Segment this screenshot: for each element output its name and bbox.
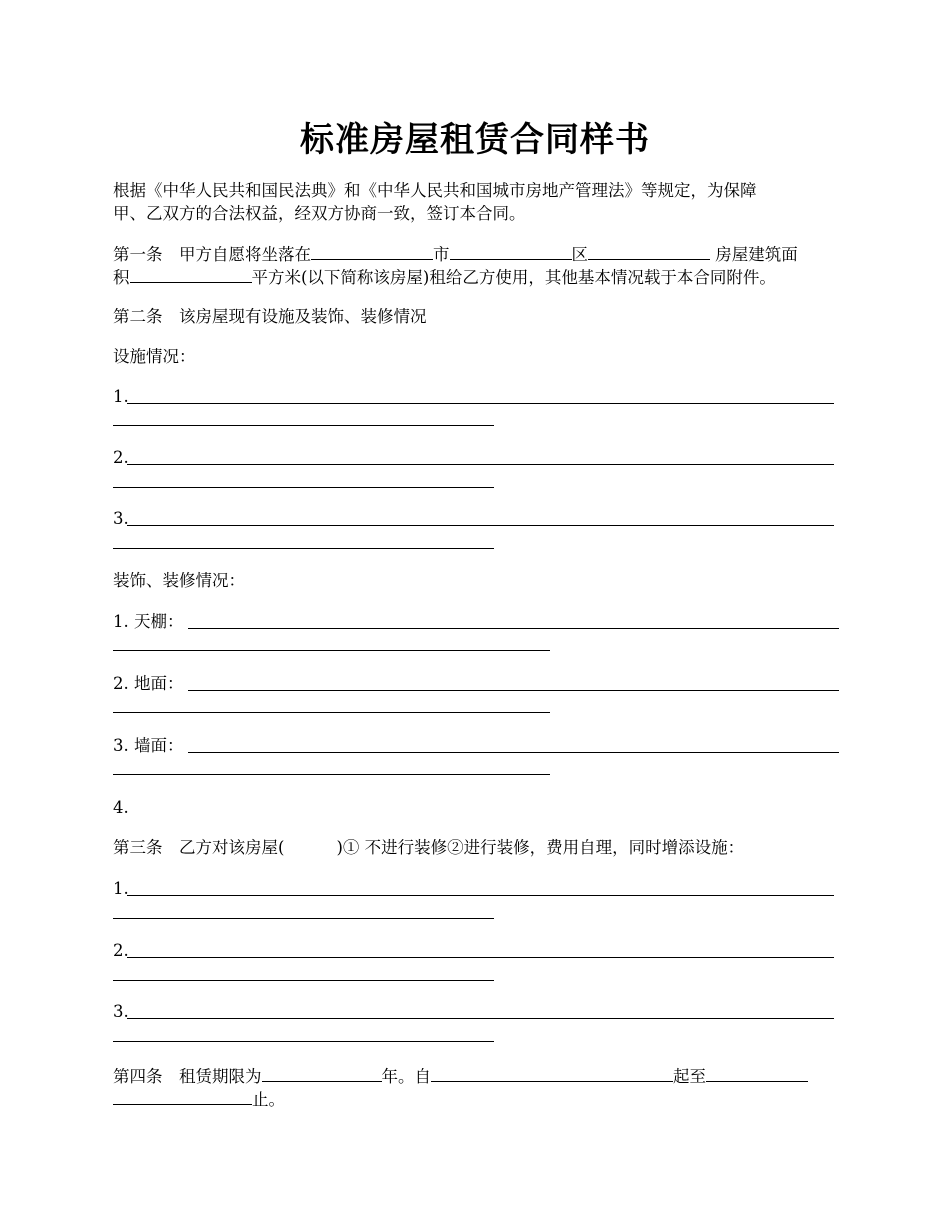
wall-blank <box>188 752 839 753</box>
ceiling-blank <box>188 628 839 629</box>
article-1-line-2 <box>113 265 843 289</box>
decoration-label: 装饰、装修情况： <box>113 571 245 590</box>
decoration-item-4-number: 4. <box>113 798 129 817</box>
city-blank <box>450 242 572 260</box>
wall-blank-cont <box>113 774 550 775</box>
decoration-item-2-label: 2. 地面： <box>113 674 184 693</box>
facility-item-1-number: 1. <box>113 387 129 406</box>
added-facility-1-blank <box>127 895 834 896</box>
added-facility-3-blank <box>127 1018 834 1019</box>
intro-line-2: 甲、乙双方的合法权益，经双方协商一致，签订本合同。 <box>113 204 526 223</box>
article-1-line2-rest: 平方米(以下简称该房屋)租给乙方使用，其他基本情况载于本合同附件。 <box>251 268 776 287</box>
facility-item-1-blank <box>127 403 834 404</box>
intro-line-1: 根据《中华人民共和国民法典》和《中华人民共和国城市房地产管理法》等规定，为保障 <box>113 181 757 200</box>
article-4-from: 起至 <box>673 1067 706 1086</box>
start-date-blank <box>431 1064 673 1082</box>
article-1-line-1 <box>113 242 843 266</box>
article-4-line-1 <box>113 1064 843 1088</box>
article-1-line2-start: 积 <box>113 268 130 287</box>
ceiling-blank-cont <box>113 650 550 651</box>
article-4-end: 止。 <box>252 1090 285 1109</box>
article-3-line <box>113 837 843 859</box>
article-2-heading: 第二条 该房屋现有设施及装饰、装修情况 <box>113 307 427 326</box>
article-1-prefix: 第一条 甲方自愿将坐落在 <box>113 245 311 264</box>
added-facility-3-blank-cont <box>113 1041 494 1042</box>
district-blank <box>588 242 710 260</box>
location-blank <box>311 242 433 260</box>
end-date-blank <box>706 1064 808 1082</box>
floor-blank <box>188 690 839 691</box>
article-4-year: 年。自 <box>381 1067 431 1086</box>
decoration-item-3-label: 3. 墙面： <box>113 736 184 755</box>
facility-item-2-number: 2. <box>113 448 129 467</box>
floor-blank-cont <box>113 712 550 713</box>
article-3-prefix: 第三条 乙方对该房屋( <box>113 838 285 857</box>
added-facility-1-number: 1. <box>113 879 129 898</box>
facility-item-2-blank <box>127 464 834 465</box>
decoration-item-1-label: 1. 天棚： <box>113 612 184 631</box>
added-facility-2-blank-cont <box>113 980 494 981</box>
article-1-area-label: 房屋建筑面 <box>710 245 798 264</box>
added-facility-1-blank-cont <box>113 918 494 919</box>
facility-item-3-blank <box>127 525 834 526</box>
added-facility-2-number: 2. <box>113 941 129 960</box>
added-facility-2-blank <box>127 957 834 958</box>
area-blank <box>130 265 252 283</box>
document-title: 标准房屋租赁合同样书 <box>300 120 650 160</box>
end-date-blank-cont <box>113 1087 252 1105</box>
facility-item-3-blank-cont <box>113 548 494 549</box>
facility-item-2-blank-cont <box>113 487 494 488</box>
facility-item-3-number: 3. <box>113 509 129 528</box>
article-4-line-2 <box>113 1087 843 1111</box>
facility-item-1-blank-cont <box>113 425 494 426</box>
facilities-label: 设施情况： <box>113 347 196 366</box>
article-4-prefix: 第四条 租赁期限为 <box>113 1067 262 1086</box>
article-1-district: 区 <box>571 245 588 264</box>
years-blank <box>262 1064 382 1082</box>
added-facility-3-number: 3. <box>113 1002 129 1021</box>
article-1-city: 市 <box>433 245 450 264</box>
article-3-rest: )① 不进行装修②进行装修，费用自理，同时增添设施： <box>336 838 745 857</box>
